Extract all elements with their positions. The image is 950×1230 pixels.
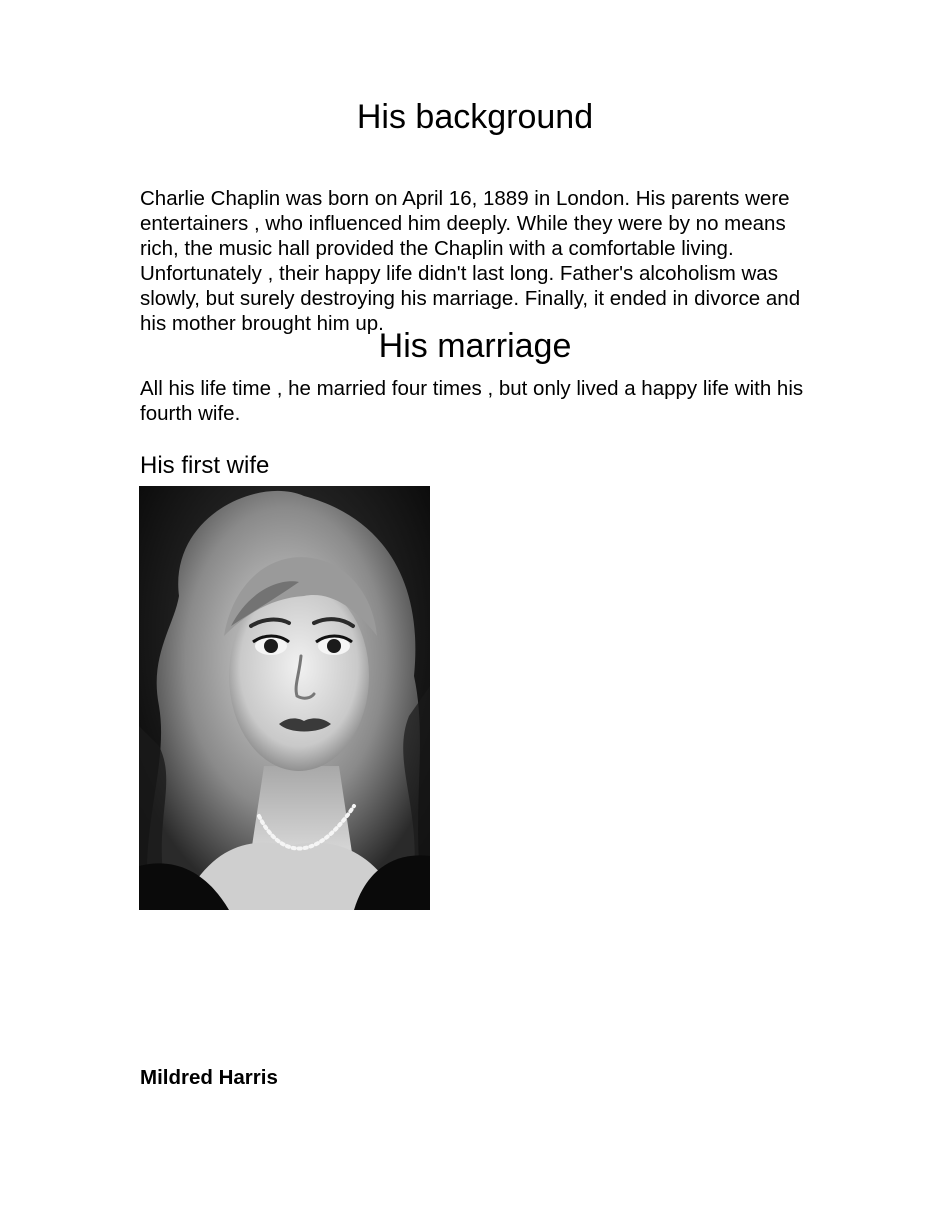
first-wife-caption: Mildred Harris bbox=[140, 1066, 278, 1089]
first-wife-subheading: His first wife bbox=[140, 452, 270, 479]
marriage-paragraph: All his life time , he married four times , but only lived a happy life with his fourth wife. bbox=[140, 377, 804, 425]
marriage-heading: His marriage bbox=[378, 327, 572, 365]
background-paragraph: Charlie Chaplin was born on April 16, 1889 in London. His parents were entertainers , who influenced him deeply. While they were by no means rich, the music hall provided the Chaplin with a comfortable living. Unfortunately , their happy life didn't last long. Father's alcoholism was slowly, but surely destroying his marriage. Finally, it ended in divorce and his mother brought him up. bbox=[140, 187, 801, 335]
background-heading: His background bbox=[356, 98, 594, 136]
portrait-photo-icon bbox=[139, 486, 430, 910]
first-wife-portrait-photo bbox=[139, 486, 430, 910]
